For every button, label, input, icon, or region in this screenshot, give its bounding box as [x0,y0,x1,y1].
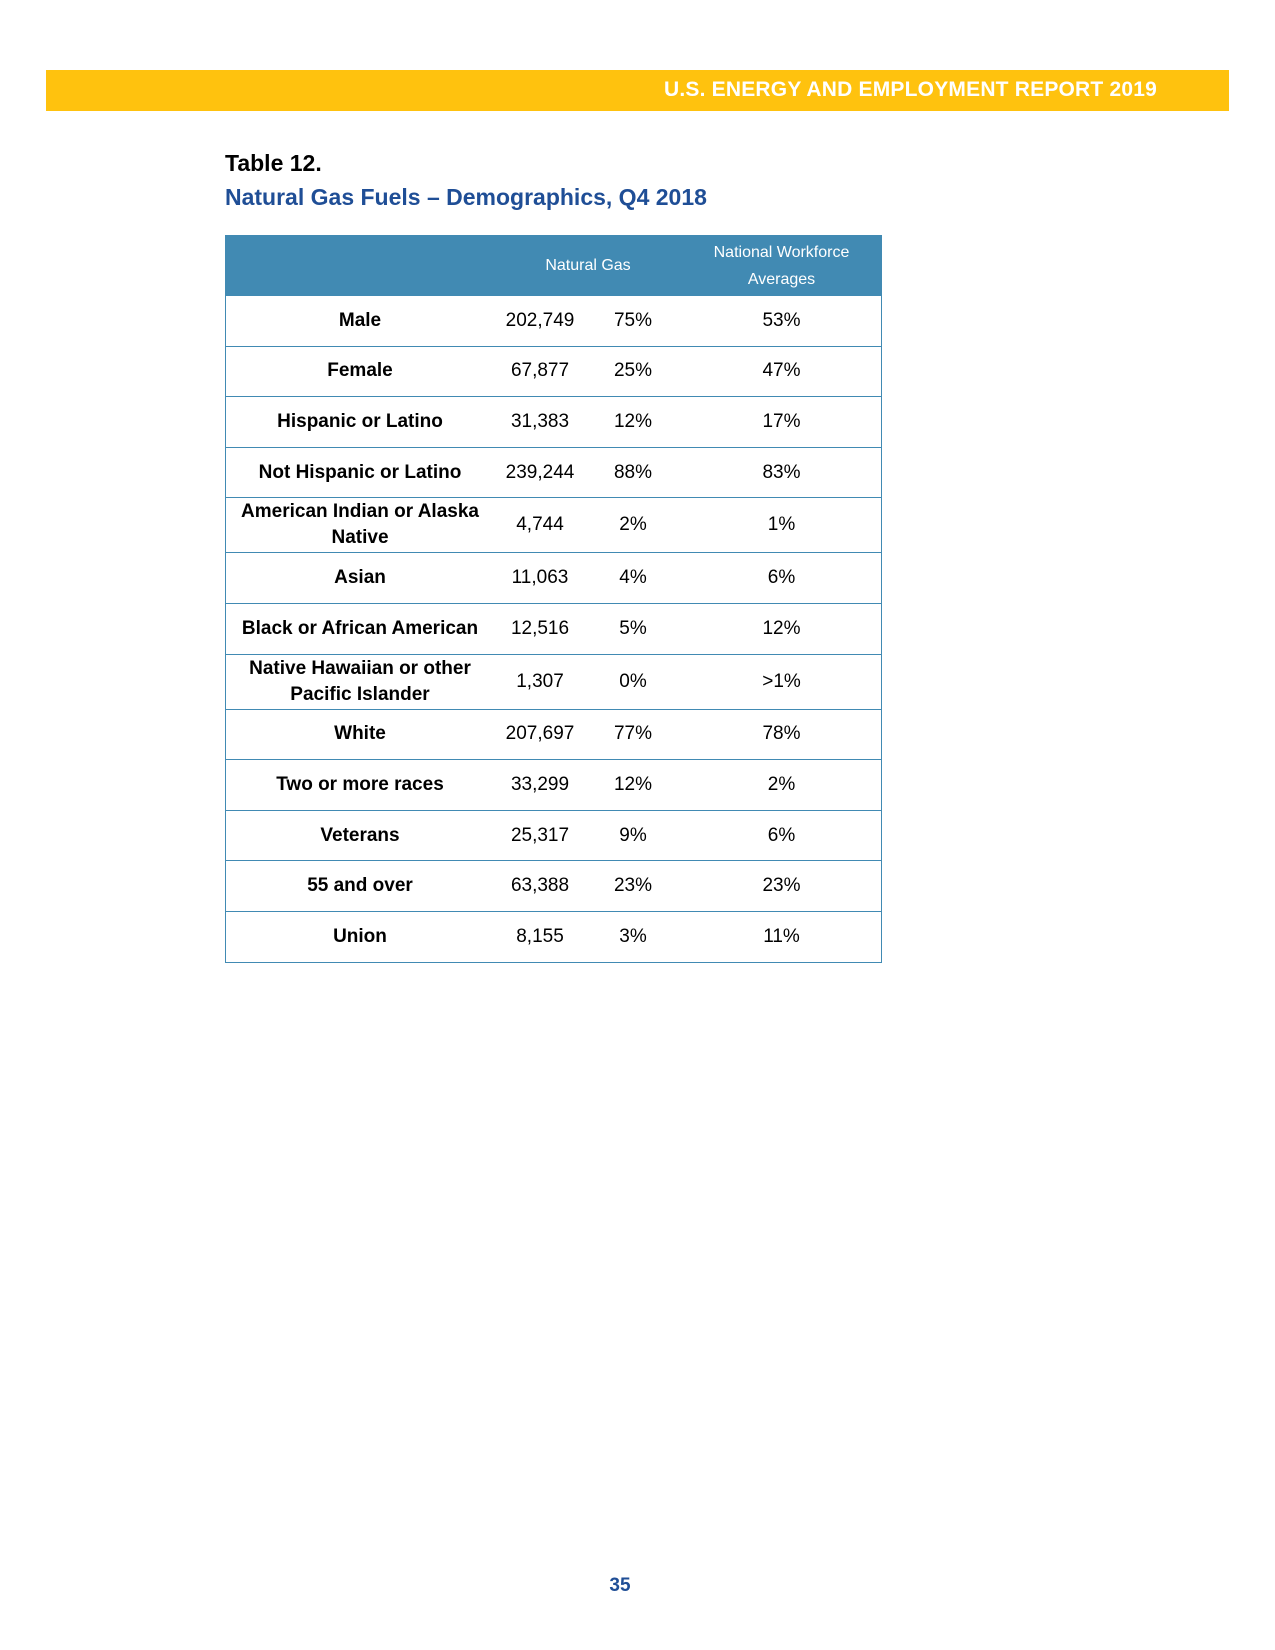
row-percent: 3% [585,911,681,962]
row-percent: 0% [585,654,681,709]
row-count: 63,388 [495,861,585,912]
row-percent: 2% [585,498,681,553]
row-count: 1,307 [495,654,585,709]
row-national: 53% [681,296,882,346]
row-count: 239,244 [495,447,585,498]
row-count: 67,877 [495,346,585,397]
row-national: 6% [681,810,882,861]
row-label: Two or more races [225,760,495,811]
table-row [225,603,882,654]
row-label: Male [225,296,495,346]
row-national: 47% [681,346,882,397]
table-header-row [225,235,882,296]
row-national: 12% [681,603,882,654]
row-national: 11% [681,911,882,962]
row-count: 31,383 [495,397,585,448]
row-count: 33,299 [495,760,585,811]
report-title: U.S. ENERGY AND EMPLOYMENT REPORT 2019 [663,78,1157,101]
table-row [225,346,882,397]
row-label: Union [225,911,495,962]
row-label: Hispanic or Latino [225,397,495,448]
demographics-table [225,235,882,963]
header-blank [225,235,495,296]
table-row [225,911,882,962]
row-label: American Indian or Alaska Native [225,498,495,553]
row-percent: 77% [585,709,681,760]
table-row [225,760,882,811]
row-national: 6% [681,553,882,604]
row-count: 25,317 [495,810,585,861]
row-national: 78% [681,709,882,760]
row-percent: 4% [585,553,681,604]
row-percent: 25% [585,346,681,397]
table-number: Table 12. [225,150,322,176]
row-count: 202,749 [495,296,585,346]
row-percent: 5% [585,603,681,654]
table-row [225,654,882,709]
row-label: 55 and over [225,861,495,912]
table-row [225,861,882,912]
table-row [225,709,882,760]
row-label: Asian [225,553,495,604]
row-label: Veterans [225,810,495,861]
row-percent: 12% [585,760,681,811]
row-count: 11,063 [495,553,585,604]
row-count: 207,697 [495,709,585,760]
row-label: White [225,709,495,760]
row-label: Female [225,346,495,397]
table-row [225,810,882,861]
header-national-workforce: National Workforce Averages [681,235,882,296]
row-percent: 12% [585,397,681,448]
row-national: 1% [681,498,882,553]
row-count: 12,516 [495,603,585,654]
table-row [225,553,882,604]
row-national: 23% [681,861,882,912]
row-percent: 75% [585,296,681,346]
table-title: Natural Gas Fuels – Demographics, Q4 2018 [225,184,707,210]
table-row [225,296,882,346]
row-percent: 88% [585,447,681,498]
row-national: 83% [681,447,882,498]
row-count: 4,744 [495,498,585,553]
report-banner [46,70,1229,111]
row-count: 8,155 [495,911,585,962]
table-row [225,447,882,498]
row-national: 2% [681,760,882,811]
row-percent: 23% [585,861,681,912]
row-label: Native Hawaiian or other Pacific Islander [225,654,495,709]
row-label: Black or African American [225,603,495,654]
page-number: 35 [609,1575,631,1596]
row-national: >1% [681,654,882,709]
row-national: 17% [681,397,882,448]
row-percent: 9% [585,810,681,861]
table-row [225,397,882,448]
table-row [225,498,882,553]
row-label: Not Hispanic or Latino [225,447,495,498]
header-natural-gas: Natural Gas [495,235,681,296]
